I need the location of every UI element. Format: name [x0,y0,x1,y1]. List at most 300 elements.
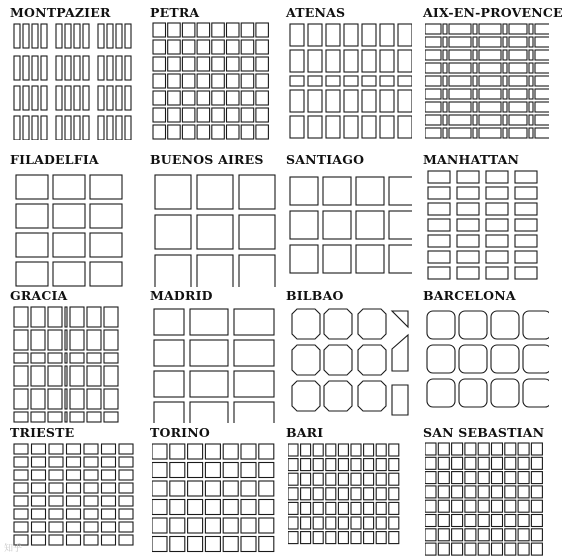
city-block [425,486,436,498]
city-block [170,500,185,515]
city-block [256,74,269,88]
city-block [457,267,479,279]
city-block [212,57,225,71]
city-block [31,412,45,422]
city-block [438,472,449,484]
city-block [256,91,269,105]
city-block [239,255,275,287]
city-block [188,444,203,459]
city-block [223,518,238,533]
city-block [197,23,210,37]
city-block [465,472,476,484]
street-plan-petra [152,22,276,140]
city-block [449,102,471,112]
city-block [170,481,185,496]
city-label-gracia: GRACIA [10,288,68,303]
city-block [32,535,46,545]
city-block [188,500,203,515]
city-block [351,502,361,514]
city-block [170,444,185,459]
city-block [241,125,254,139]
city-block [392,385,408,415]
city-block [457,219,479,231]
city-block [535,50,549,60]
city-block [313,517,323,529]
city-block [389,502,399,514]
city-block [227,57,240,71]
city-block [84,483,98,493]
city-block [449,63,471,73]
city-block [31,389,45,409]
city-block [31,330,45,350]
city-block [119,535,133,545]
city-block [509,115,527,125]
city-block [443,76,447,86]
city-block [49,457,63,467]
city-block [376,517,386,529]
city-block [452,486,463,498]
city-block [308,116,322,138]
city-block [344,24,358,46]
city-block [449,50,471,60]
city-block [70,389,84,409]
city-block [70,412,84,422]
city-block [65,116,71,140]
city-block [223,481,238,496]
city-block [529,76,533,86]
city-block [98,86,104,110]
city-block [425,457,436,469]
city-block [473,50,477,60]
city-block [392,311,408,327]
city-block [443,102,447,112]
city-block [84,522,98,532]
city-block [227,23,240,37]
city-block [505,500,516,512]
city-block [32,509,46,519]
city-block [182,40,195,54]
city-block [509,50,527,60]
city-block [292,309,320,339]
city-block [478,515,489,527]
city-block [486,219,508,231]
city-block [324,381,352,411]
city-block [326,24,340,46]
street-plan-santiago [288,169,412,287]
city-block [465,543,476,555]
city-block [523,345,549,373]
city-block [205,444,220,459]
city-block [14,509,28,519]
city-block [188,481,203,496]
city-block [65,86,71,110]
city-block [515,219,537,231]
city-block [301,488,311,500]
city-block [65,353,67,363]
city-block [70,366,84,386]
city-block [53,262,85,286]
city-block [531,486,542,498]
city-block [107,86,113,110]
city-block [98,116,104,140]
city-block [425,50,441,60]
city-block [212,108,225,122]
city-block [313,459,323,471]
city-block [31,366,45,386]
city-block [362,50,376,72]
city-block [518,529,529,541]
city-block [503,115,507,125]
city-block [473,37,477,47]
city-block [449,89,471,99]
city-block [116,86,122,110]
city-block [479,89,501,99]
city-label-bari: BARI [286,425,324,440]
city-block [398,76,412,86]
city-block [259,463,274,478]
city-block [364,502,374,514]
city-block [288,488,298,500]
city-block [104,307,118,327]
city-block [56,86,62,110]
city-block [473,63,477,73]
city-block [116,116,122,140]
city-block [398,116,412,138]
city-block [107,24,113,48]
city-block [492,486,503,498]
city-block [292,345,320,375]
city-block [515,187,537,199]
city-block [212,74,225,88]
city-block [125,86,131,110]
city-block [518,472,529,484]
street-plan-bari [288,442,412,560]
city-block [16,175,48,199]
city-block [168,74,181,88]
city-block [256,108,269,122]
city-block [87,366,101,386]
city-block [102,509,116,519]
city-block [32,483,46,493]
city-block [90,262,122,286]
city-block [14,483,28,493]
city-block [49,444,63,454]
city-block [427,345,455,373]
city-block [503,63,507,73]
city-block [170,537,185,552]
city-block [531,472,542,484]
city-block [84,496,98,506]
city-block [479,63,501,73]
city-block [389,459,399,471]
city-block [473,89,477,99]
city-label-petra: PETRA [150,5,200,20]
city-block [443,128,447,138]
city-block [398,90,412,112]
city-block [239,175,275,209]
city-block [49,483,63,493]
city-block [102,483,116,493]
city-block [326,90,340,112]
city-block [290,50,304,72]
city-block [473,115,477,125]
city-block [478,457,489,469]
city-block [234,340,274,366]
city-block [389,532,399,544]
city-block [256,125,269,139]
city-block [234,371,274,397]
city-block [478,486,489,498]
city-block [65,330,67,350]
street-plan-gracia [12,305,136,423]
city-block [301,473,311,485]
city-block [288,502,298,514]
city-block [515,203,537,215]
city-block [56,24,62,48]
city-block [478,443,489,455]
city-block [65,412,67,422]
city-block [290,211,318,239]
city-block [326,459,336,471]
city-block [443,63,447,73]
city-block [428,251,450,263]
city-block [49,470,63,480]
city-block [259,481,274,496]
city-block [102,496,116,506]
city-block [427,379,455,407]
city-block [529,115,533,125]
city-block [241,463,256,478]
city-block [31,353,45,363]
city-block [205,500,220,515]
city-block [182,91,195,105]
city-block [376,502,386,514]
city-block [531,457,542,469]
city-block [205,537,220,552]
city-block [290,90,304,112]
city-block [425,128,441,138]
city-block [31,307,45,327]
city-block [428,203,450,215]
city-block [452,457,463,469]
city-block [70,307,84,327]
city-block [241,57,254,71]
city-block [492,457,503,469]
city-block [486,267,508,279]
city-block [443,24,447,34]
city-block [168,108,181,122]
city-block [438,486,449,498]
city-block [241,91,254,105]
street-plan-madrid [152,305,276,423]
city-block [376,473,386,485]
city-block [465,443,476,455]
city-block [351,444,361,456]
city-block [256,23,269,37]
city-block [479,115,501,125]
city-block [438,543,449,555]
city-block [425,515,436,527]
city-block [338,517,348,529]
city-block [326,444,336,456]
city-block [459,379,487,407]
city-block [505,543,516,555]
city-block [67,509,81,519]
city-block [205,463,220,478]
city-block [515,235,537,247]
city-block [212,23,225,37]
city-block [188,518,203,533]
city-block [152,537,167,552]
city-block [227,74,240,88]
city-block [425,529,436,541]
city-label-aix-en-provence: AIX-EN-PROVENCE [423,5,563,20]
city-block [197,108,210,122]
city-block [531,500,542,512]
city-block [65,307,67,327]
city-block [389,473,399,485]
city-block [90,233,122,257]
city-block [153,40,166,54]
city-block [443,89,447,99]
city-block [48,366,62,386]
city-block [197,125,210,139]
city-block [56,116,62,140]
city-block [457,235,479,247]
city-block [154,371,184,397]
city-block [364,473,374,485]
city-block [290,245,318,273]
city-block [241,444,256,459]
city-block [41,86,47,110]
city-block [290,76,304,86]
city-block [16,204,48,228]
city-block [182,74,195,88]
city-block [428,187,450,199]
city-block [358,345,386,375]
city-block [491,311,519,339]
city-block [428,171,450,183]
city-block [241,40,254,54]
city-block [465,515,476,527]
city-block [102,444,116,454]
city-block [478,500,489,512]
city-block [48,353,62,363]
city-block [14,307,28,327]
city-block [153,23,166,37]
city-label-madrid: MADRID [150,288,213,303]
city-block [356,177,384,205]
city-block [301,459,311,471]
city-block [486,203,508,215]
city-block [87,330,101,350]
city-block [313,488,323,500]
city-label-manhattan: MANHATTAN [423,152,520,167]
city-block [168,23,181,37]
city-block [116,56,122,80]
city-block [364,444,374,456]
city-block [351,459,361,471]
city-block [389,245,412,273]
city-block [70,353,84,363]
city-block [509,63,527,73]
city-block [338,488,348,500]
city-block [67,444,81,454]
city-block [241,518,256,533]
city-block [313,473,323,485]
city-block [49,509,63,519]
city-block [74,86,80,110]
city-block [313,532,323,544]
city-block [438,443,449,455]
city-block [465,529,476,541]
city-block [119,509,133,519]
city-block [344,116,358,138]
city-block [356,211,384,239]
city-block [380,50,394,72]
city-block [107,56,113,80]
city-block [290,24,304,46]
city-block [376,444,386,456]
city-block [338,502,348,514]
city-block [53,233,85,257]
city-block [486,171,508,183]
city-block [98,56,104,80]
city-block [503,89,507,99]
city-block [535,89,549,99]
city-block [338,532,348,544]
city-block [486,235,508,247]
city-block [515,251,537,263]
city-block [535,102,549,112]
city-block [14,56,20,80]
city-block [356,245,384,273]
city-block [74,24,80,48]
city-label-atenas: ATENAS [286,5,346,20]
city-block [380,116,394,138]
city-block [529,128,533,138]
city-block [14,412,28,422]
city-block [182,23,195,37]
city-block [182,108,195,122]
city-block [23,24,29,48]
city-block [292,381,320,411]
city-block [227,91,240,105]
city-block [153,125,166,139]
city-block [362,76,376,86]
city-block [358,381,386,411]
street-plan-aix-en-provence [425,22,549,140]
city-block [478,543,489,555]
city-block [41,56,47,80]
city-block [125,56,131,80]
city-block [32,444,46,454]
city-block [153,91,166,105]
city-block [53,175,85,199]
city-block [479,128,501,138]
city-block [83,24,89,48]
city-block [153,57,166,71]
city-block [125,24,131,48]
city-block [425,472,436,484]
city-block [197,175,233,209]
city-block [107,116,113,140]
city-block [301,502,311,514]
city-block [529,102,533,112]
city-block [90,175,122,199]
city-block [326,532,336,544]
city-block [380,90,394,112]
